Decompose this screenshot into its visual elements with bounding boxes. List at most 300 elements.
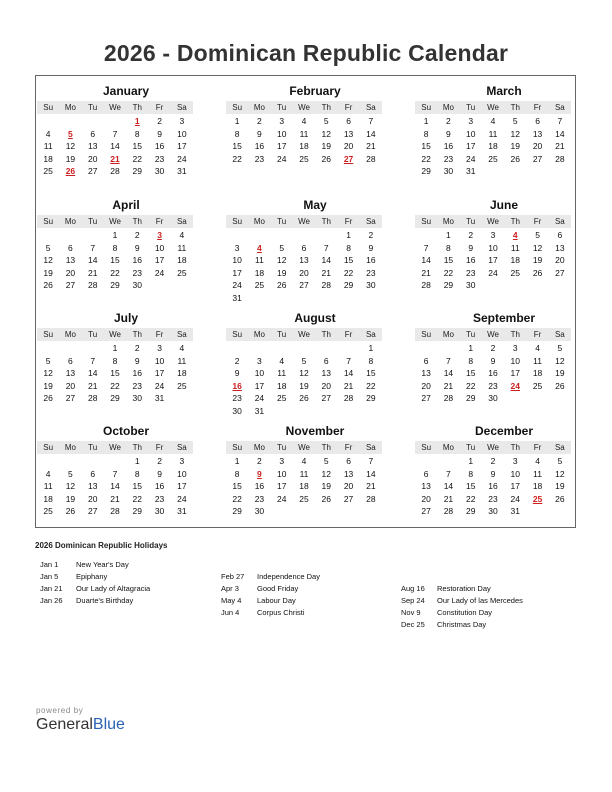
day-cell: 5 [535,230,540,240]
day-cell: 12 [43,368,53,379]
weekday-label: Sa [365,103,376,112]
day-cell: 7 [368,456,374,466]
empty-cell [315,229,337,242]
day-cell: 1 [468,343,474,353]
weekday-label: Sa [554,217,565,226]
empty-cell [226,229,248,242]
day-cell: 21 [421,267,431,278]
weekday-label: Su [232,443,243,452]
weekday-label: Th [132,103,142,112]
day-cell: 25 [299,493,309,504]
day-cell: 3 [512,456,518,466]
day-cell: 29 [110,280,120,291]
day-cell: 7 [557,116,563,126]
day-cell: 16 [488,368,498,379]
day-cell: 3 [257,355,262,366]
day-grid [226,229,382,305]
empty-cell [415,342,437,355]
day-cell: 9 [157,128,162,139]
day-cell: 14 [443,368,454,379]
day-cell: 14 [321,255,332,266]
holiday-day-cell: 4 [257,242,262,253]
day-cell: 4 [301,116,307,126]
day-cell: 22 [343,267,354,278]
day-cell: 17 [276,481,287,492]
day-cell: 12 [510,128,521,139]
day-cell: 3 [512,343,518,353]
day-cell: 24 [177,153,187,164]
month-name: July [113,311,138,325]
month-february [226,83,382,165]
holiday-day-cell: 25 [532,493,543,504]
day-cell: 7 [90,242,96,253]
day-cell: 7 [323,242,329,253]
day-cell: 3 [157,343,162,353]
day-cell: 10 [276,468,287,479]
day-cell: 2 [234,355,240,366]
day-cell: 13 [65,255,76,266]
weekday-header [415,101,571,114]
holiday-name: Our Lady of las Mercedes [437,596,523,605]
weekday-header [226,328,382,341]
day-cell: 25 [43,506,53,517]
day-cell: 27 [321,393,332,404]
day-cell: 11 [533,355,542,366]
day-cell: 29 [232,506,242,517]
day-cell: 27 [421,506,431,517]
weekday-label: We [487,217,499,226]
day-cell: 13 [87,481,98,492]
holiday-day-cell: 24 [510,380,521,391]
day-cell: 13 [421,481,431,492]
weekday-label: Sa [176,443,187,452]
holiday-name: New Year's Day [76,560,129,569]
day-cell: 5 [301,355,307,366]
weekday-label: We [298,443,310,452]
day-cell: 14 [366,468,376,479]
day-cell: 11 [299,128,309,139]
day-cell: 10 [465,128,476,139]
day-cell: 12 [532,242,543,253]
day-cell: 29 [132,506,143,517]
holiday-date: May 4 [221,596,242,605]
day-cell: 16 [465,255,476,266]
day-cell: 17 [488,255,498,266]
day-cell: 16 [254,481,265,492]
weekday-header [37,101,193,114]
weekday-label: Fr [344,217,353,226]
weekday-label: Su [232,217,243,226]
day-cell: 5 [323,456,329,466]
day-cell: 20 [87,493,98,504]
day-cell: 20 [65,380,76,391]
day-cell: 21 [366,481,376,492]
day-cell: 30 [465,280,476,291]
day-grid [37,342,193,405]
day-cell: 10 [232,255,242,266]
weekday-label: Mo [253,103,265,112]
weekday-label: Fr [155,443,164,452]
day-cell: 12 [43,255,53,266]
day-cell: 2 [257,456,262,466]
day-cell: 22 [421,153,431,164]
holiday-date: Feb 27 [221,572,245,581]
holiday-day-cell: 21 [110,153,120,164]
day-cell: 19 [43,267,53,278]
month-january [37,83,193,178]
day-cell: 10 [488,242,498,253]
day-cell: 8 [468,468,474,479]
day-cell: 16 [154,481,165,492]
day-cell: 28 [443,393,454,404]
day-cell: 6 [90,468,96,479]
powered-by-text: powered by [36,706,84,715]
day-cell: 3 [234,242,240,253]
day-cell: 12 [321,128,332,139]
day-cell: 24 [276,493,287,504]
day-cell: 13 [343,468,354,479]
day-cell: 15 [232,481,242,492]
day-cell: 26 [43,393,53,404]
day-cell: 6 [323,355,329,366]
day-cell: 29 [132,166,143,177]
weekday-label: Mo [442,330,454,339]
day-cell: 23 [488,493,498,504]
holiday-name: Good Friday [257,584,299,593]
day-cell: 9 [134,242,140,253]
weekday-label: Th [321,103,331,112]
holiday-date: Jan 5 [40,572,59,581]
day-grid [37,455,193,518]
day-cell: 28 [421,280,431,291]
weekday-label: Mo [64,330,76,339]
weekday-label: Tu [88,217,98,226]
day-cell: 3 [279,116,285,126]
day-cell: 22 [132,153,143,164]
day-cell: 3 [490,230,496,240]
day-cell: 10 [510,468,521,479]
weekday-label: Su [421,103,432,112]
day-cell: 5 [45,242,51,253]
day-cell: 6 [301,242,307,253]
day-cell: 13 [87,141,98,152]
day-cell: 21 [366,141,376,152]
day-grid [226,342,382,418]
weekday-label: Mo [253,443,265,452]
day-cell: 2 [468,230,474,240]
day-cell: 7 [423,242,429,253]
holiday-row [221,583,320,595]
day-cell: 20 [321,380,332,391]
day-cell: 19 [555,368,565,379]
weekday-label: Su [43,443,54,452]
day-cell: 17 [465,141,476,152]
weekday-label: Tu [466,443,476,452]
day-cell: 23 [154,493,165,504]
day-cell: 8 [134,468,140,479]
day-cell: 3 [179,456,185,466]
weekday-header [415,441,571,454]
day-cell: 22 [232,153,242,164]
day-cell: 31 [254,405,265,416]
brand-general: General [36,716,93,733]
empty-cell [59,455,81,468]
day-cell: 2 [257,116,262,126]
day-cell: 14 [555,128,565,139]
day-cell: 7 [90,355,96,366]
day-cell: 23 [132,267,143,278]
day-cell: 16 [488,481,498,492]
day-cell: 22 [443,267,454,278]
day-cell: 20 [65,267,76,278]
weekday-header [415,215,571,228]
weekday-label: Th [510,217,520,226]
day-cell: 15 [110,255,120,266]
holiday-row [221,595,320,607]
empty-cell [37,115,59,128]
day-cell: 22 [110,267,120,278]
day-cell: 1 [134,456,140,466]
weekday-header [226,215,382,228]
day-cell: 14 [421,255,431,266]
day-cell: 18 [532,368,543,379]
day-cell: 29 [443,280,454,291]
weekday-label: Tu [88,443,98,452]
day-cell: 8 [368,355,374,366]
holiday-name: Independence Day [257,572,320,581]
day-grid [37,229,193,292]
day-cell: 15 [443,255,454,266]
day-cell: 1 [112,343,118,353]
holiday-date: Aug 16 [401,584,425,593]
day-cell: 29 [110,393,120,404]
empty-cell [82,455,104,468]
day-cell: 28 [343,393,354,404]
month-name: October [102,424,149,438]
holiday-name: Restoration Day [437,584,491,593]
day-cell: 1 [234,116,240,126]
day-cell: 21 [87,267,98,278]
weekday-header [37,441,193,454]
weekday-label: Su [421,443,432,452]
empty-cell [226,342,248,355]
weekday-label: Mo [253,217,265,226]
day-cell: 23 [232,393,242,404]
day-cell: 4 [279,355,285,366]
day-cell: 17 [232,267,242,278]
day-cell: 6 [68,242,73,253]
holiday-name: Epiphany [76,572,108,581]
holiday-day-cell: 3 [157,230,162,240]
day-cell: 23 [366,267,376,278]
weekday-label: We [109,330,121,339]
day-cell: 10 [254,368,265,379]
holiday-row [40,583,150,595]
weekday-label: Sa [554,103,565,112]
holiday-date: Jan 1 [40,560,59,569]
day-cell: 16 [132,368,143,379]
day-cell: 18 [43,153,53,164]
day-cell: 24 [177,493,187,504]
day-cell: 12 [321,468,332,479]
day-cell: 28 [366,153,376,164]
month-june [415,197,571,292]
day-cell: 18 [43,493,53,504]
weekday-label: Fr [344,443,353,452]
month-april [37,197,193,292]
day-cell: 25 [177,267,187,278]
day-cell: 4 [301,456,307,466]
weekday-label: Tu [88,330,98,339]
day-grid [226,115,382,165]
empty-cell [415,455,437,468]
holiday-row [401,607,523,619]
day-cell: 8 [112,242,118,253]
day-cell: 25 [177,380,187,391]
day-cell: 26 [555,493,565,504]
day-cell: 17 [276,141,287,152]
day-cell: 20 [343,141,354,152]
day-cell: 17 [177,141,187,152]
day-cell: 2 [446,116,451,126]
weekday-label: Fr [344,103,353,112]
weekday-label: Mo [442,103,454,112]
month-name: February [289,84,341,98]
day-cell: 25 [299,153,309,164]
day-cell: 8 [468,355,474,366]
weekday-label: Su [232,103,243,112]
weekday-label: Mo [442,443,454,452]
day-cell: 6 [346,456,351,466]
month-name: January [102,84,150,98]
weekday-label: Tu [88,103,98,112]
day-cell: 10 [510,355,521,366]
day-cell: 14 [87,255,98,266]
day-cell: 15 [232,141,242,152]
day-cell: 24 [465,153,476,164]
day-cell: 17 [177,481,187,492]
day-cell: 28 [555,153,565,164]
day-cell: 10 [177,128,187,139]
day-cell: 11 [177,355,187,366]
page-title: 2026 - Dominican Republic Calendar [103,40,509,66]
day-cell: 23 [132,380,143,391]
holiday-name: Christmas Day [437,620,487,629]
generalblue-logo[interactable] [36,706,125,735]
day-cell: 22 [132,493,143,504]
day-cell: 5 [512,116,518,126]
day-cell: 30 [154,166,165,177]
day-cell: 23 [254,153,265,164]
weekday-label: Fr [155,217,164,226]
day-cell: 14 [110,481,120,492]
day-cell: 10 [177,468,187,479]
weekday-label: We [298,103,310,112]
day-cell: 23 [488,380,498,391]
day-cell: 18 [299,481,309,492]
day-cell: 30 [488,393,498,404]
day-cell: 18 [532,481,543,492]
day-cell: 21 [321,267,332,278]
weekday-label: Tu [466,330,476,339]
month-august [226,310,382,418]
day-cell: 26 [321,493,332,504]
day-cell: 9 [446,128,451,139]
day-cell: 24 [254,393,265,404]
empty-cell [271,229,293,242]
day-cell: 31 [177,166,187,177]
weekday-label: Fr [344,330,353,339]
holiday-date: Nov 9 [401,608,421,617]
day-cell: 15 [110,368,120,379]
month-may [226,197,382,305]
weekday-label: Mo [442,217,454,226]
day-cell: 14 [110,141,120,152]
month-july [37,310,193,405]
day-cell: 14 [87,368,98,379]
day-cell: 21 [87,380,98,391]
weekday-label: Tu [277,217,287,226]
day-cell: 13 [421,368,431,379]
holiday-date: Jan 21 [40,584,63,593]
day-cell: 30 [443,166,454,177]
holiday-name: Our Lady of Altagracia [76,584,151,593]
day-cell: 21 [443,493,454,504]
empty-cell [293,229,315,242]
day-cell: 9 [134,355,140,366]
holidays-title: 2026 Dominican Republic Holidays [35,541,168,550]
weekday-label: Mo [64,443,76,452]
day-cell: 28 [110,166,120,177]
day-cell: 18 [276,380,287,391]
day-cell: 23 [465,267,476,278]
day-cell: 20 [532,141,543,152]
weekday-label: Fr [155,330,164,339]
day-cell: 1 [423,116,429,126]
weekday-label: Sa [365,217,376,226]
day-cell: 18 [177,368,187,379]
day-cell: 20 [299,267,309,278]
day-cell: 5 [279,242,285,253]
day-cell: 31 [510,506,521,517]
day-cell: 27 [421,393,431,404]
day-cell: 6 [423,355,429,366]
weekday-label: We [487,103,499,112]
day-cell: 31 [465,166,476,177]
day-cell: 25 [532,380,543,391]
day-cell: 9 [490,468,496,479]
holiday-day-cell: 26 [65,166,76,177]
day-cell: 18 [488,141,498,152]
day-cell: 31 [177,506,187,517]
weekday-label: Sa [365,443,376,452]
month-name: November [285,424,345,438]
day-cell: 6 [557,230,563,240]
day-cell: 27 [87,506,98,517]
empty-cell [104,455,126,468]
day-cell: 15 [132,141,143,152]
day-cell: 9 [368,242,374,253]
holiday-day-cell: 27 [343,153,354,164]
brand-blue: Blue [92,716,125,733]
holiday-row [221,571,320,583]
day-cell: 13 [555,242,565,253]
month-name: August [294,311,336,325]
holiday-column [221,571,320,619]
day-grid [415,455,571,518]
holiday-name: Constitution Day [437,608,493,617]
holiday-row [401,583,523,595]
